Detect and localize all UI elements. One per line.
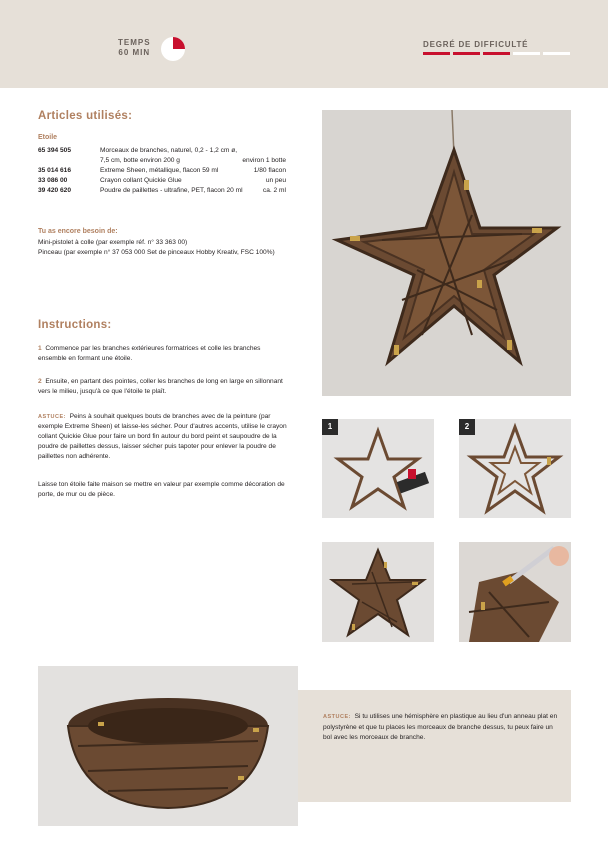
step-1-text: Commence par les branches extérieures formatrices et colle les branches ensemble en formant une étoile. xyxy=(38,345,261,362)
difficulty-segment xyxy=(483,52,510,55)
besoin-title: Tu as encore besoin de: xyxy=(38,228,118,235)
tip-label: ASTUCE: xyxy=(323,714,351,720)
difficulty-meter xyxy=(423,52,570,55)
instruction-astuce xyxy=(38,412,290,462)
article-row xyxy=(38,156,286,166)
bowl-photo xyxy=(38,666,298,826)
astuce-text: Peins à souhait quelques bouts de branches avec de la peinture (par exemple Extreme Sheen) et laisse-les sécher. Pour d'autres accents, utilise le crayon collant Quickie Glue pour faire un bord fin autour du bord peint et saupoudre de la poudre de paillettes dessus, laisser sécher puis tapoter pour enlever la poudre de paillettes non adhérente. xyxy=(38,413,287,460)
article-qty: environ 1 botte xyxy=(242,157,286,164)
instruction-step-1 xyxy=(38,344,290,364)
besoin-line-1: Mini-pistolet à colle (par exemple réf. n° 33 363 00) xyxy=(38,239,188,246)
difficulty-segment xyxy=(513,52,540,55)
article-ref: 39 420 620 xyxy=(38,187,72,194)
step-2-photo xyxy=(459,419,571,518)
step-3-photo xyxy=(322,542,434,642)
articles-title: Articles utilisés: xyxy=(38,110,133,122)
step-2-number: 2 xyxy=(38,378,42,385)
star-frame-illustration xyxy=(459,419,571,518)
article-row xyxy=(38,146,286,156)
bowl-illustration xyxy=(38,666,298,826)
article-desc: Crayon collant Quickie Glue xyxy=(100,177,182,184)
article-desc: Extreme Sheen, métallique, flacon 59 ml xyxy=(100,167,219,174)
time-label: TEMPS xyxy=(118,38,151,47)
article-desc: 7,5 cm, botte environ 200 g xyxy=(100,157,180,164)
article-qty: ca. 2 ml xyxy=(262,187,286,194)
besoin-line-2: Pinceau (par exemple n° 37 053 000 Set de pinceaux Hobby Kreativ, FSC 100%) xyxy=(38,249,275,256)
time-block xyxy=(118,38,151,58)
star-photo xyxy=(322,110,571,396)
tip-text: Si tu utilises une hémisphère en plastique au lieu d'un anneau plat en polystyrène et que tu places les morceaux de branche dessus, tu peux faire un bol avec les morceaux de branche. xyxy=(323,713,558,741)
star-illustration xyxy=(322,110,571,396)
astuce-label: ASTUCE: xyxy=(38,414,66,420)
painting-illustration xyxy=(459,542,571,642)
star-outline-illustration xyxy=(322,419,434,518)
article-ref xyxy=(38,156,100,166)
article-qty xyxy=(282,146,286,156)
step-4-photo xyxy=(459,542,571,642)
article-ref: 35 014 616 xyxy=(38,167,72,174)
article-ref: 65 394 505 xyxy=(38,147,72,154)
article-ref: 33 086 00 xyxy=(38,177,68,184)
difficulty-segment xyxy=(423,52,450,55)
article-row xyxy=(38,176,286,186)
article-desc: Poudre de paillettes - ultrafine, PET, flacon 20 ml xyxy=(100,187,243,194)
difficulty-segment xyxy=(543,52,570,55)
articles-group-label: Etoile xyxy=(38,134,58,141)
article-desc: Morceaux de branches, naturel, 0,2 - 1,2 cm ø, xyxy=(100,147,238,154)
difficulty-segment xyxy=(453,52,480,55)
articles-list xyxy=(38,146,286,196)
tip-text-block xyxy=(323,712,563,744)
instruction-closing xyxy=(38,480,290,500)
header-band xyxy=(0,0,608,88)
tip-box xyxy=(298,690,571,802)
step-1-number: 1 xyxy=(38,345,42,352)
clock-icon xyxy=(160,36,186,62)
closing-text: Laisse ton étoile faite maison se mettre en valeur par exemple comme décoration de porte, de mur ou de pièce. xyxy=(38,481,285,498)
step-1-photo xyxy=(322,419,434,518)
besoin-text xyxy=(38,238,288,258)
instructions-title: Instructions: xyxy=(38,319,112,331)
time-value: 60 MIN xyxy=(118,48,151,57)
article-qty: 1/80 flacon xyxy=(253,167,286,174)
step-2-badge: 2 xyxy=(459,419,475,435)
difficulty-label: DEGRÉ DE DIFFICULTÉ xyxy=(423,40,529,49)
step-1-badge: 1 xyxy=(322,419,338,435)
instruction-step-2 xyxy=(38,377,290,397)
article-row xyxy=(38,186,286,196)
step-2-text: Ensuite, en partant des pointes, coller les branches de long en large en sillonnant vers le milieu, jusqu'à ce que l'étoile te plaît. xyxy=(38,378,283,395)
star-filled-illustration xyxy=(322,542,434,642)
article-qty: un peu xyxy=(265,177,286,184)
article-row xyxy=(38,166,286,176)
